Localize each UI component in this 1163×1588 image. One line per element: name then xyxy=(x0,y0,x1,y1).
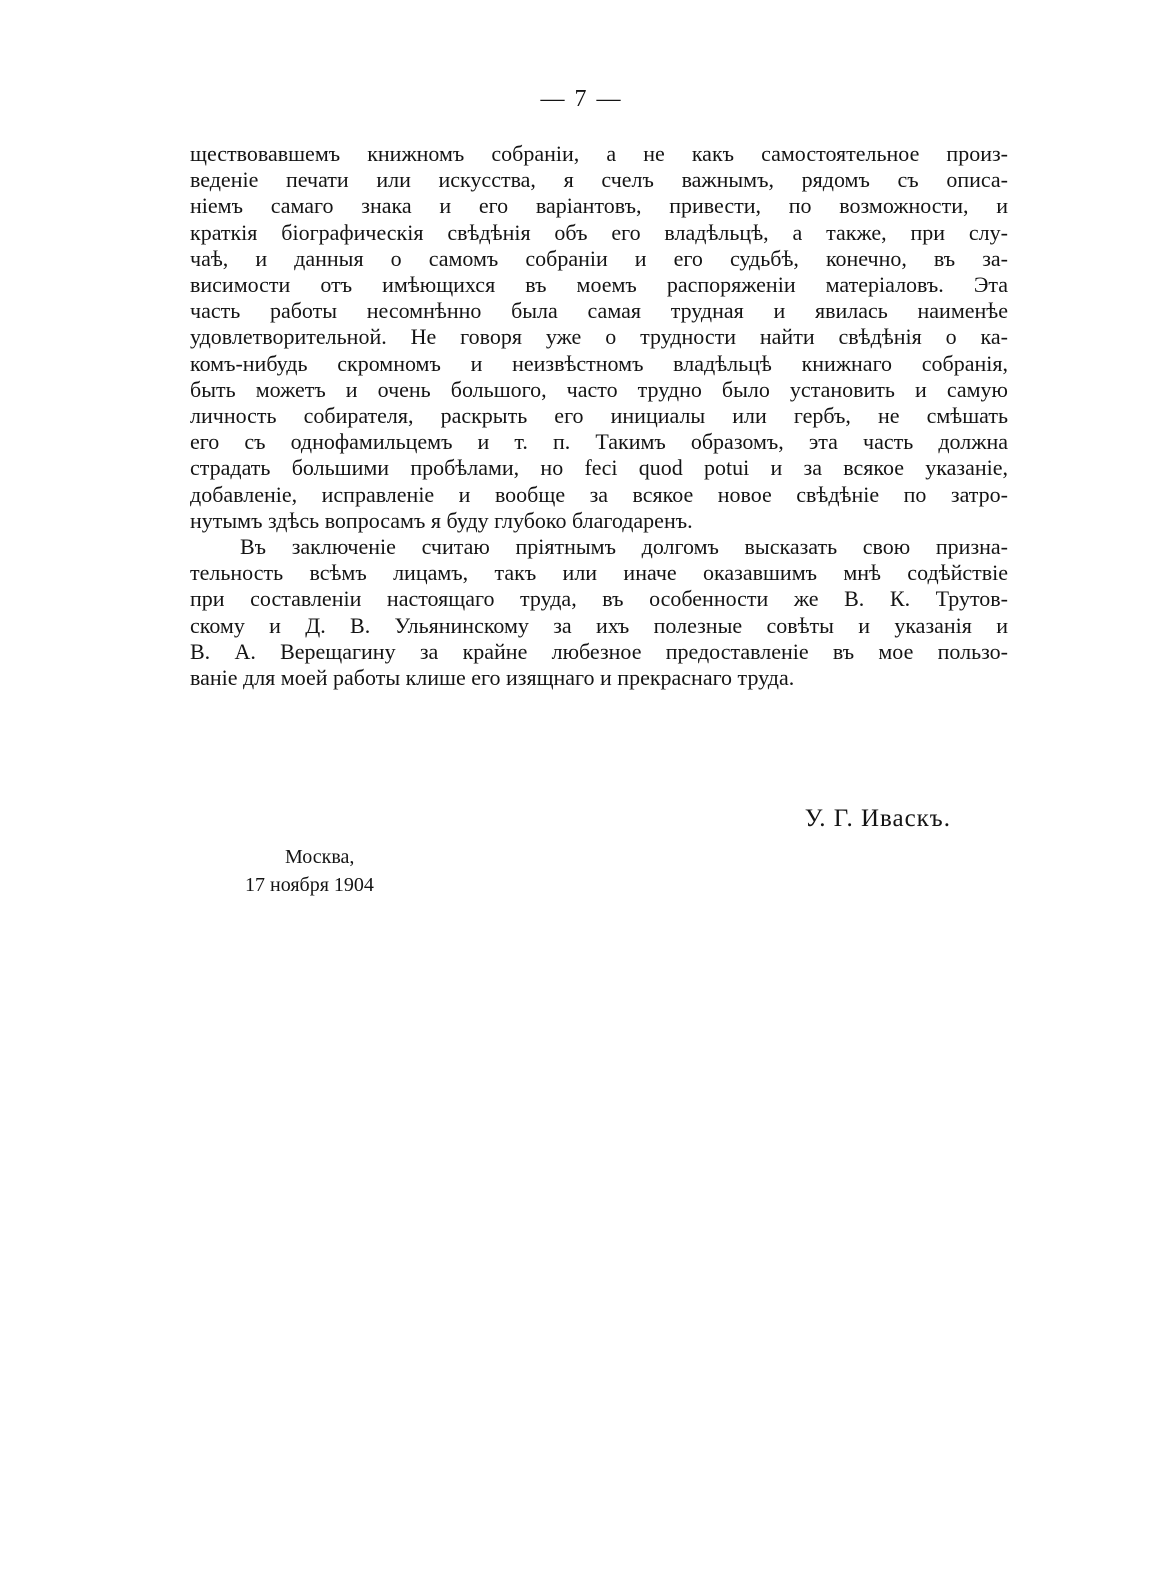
text-line: Въ заключенiе считаю прiятнымъ долгомъ высказать свою призна- xyxy=(240,534,1008,560)
text-line: ществовавшемъ книжномъ собранiи, а не какъ самостоятельное произ- xyxy=(190,141,1008,166)
text-line: нiемъ самаго знака и его варiантовъ, привести, по возможности, и xyxy=(190,193,1008,219)
paragraph-main-text xyxy=(190,141,1008,534)
text-line: В. А. Верещагину за крайне любезное предоставленiе въ мое пользо- xyxy=(190,638,1008,664)
author-signature: У. Г. Иваскъ. xyxy=(804,805,951,832)
text-line: тельность всѣмъ лицамъ, такъ или иначе оказавшимъ мнѣ содѣйствiе xyxy=(190,560,1008,586)
text-line: часть работы несомнѣнно была самая трудная и явилась наименѣе xyxy=(190,298,1008,324)
paragraph-acknowledgements xyxy=(190,534,1008,691)
dateline-date: 17 ноября 1904 xyxy=(245,874,374,896)
page-number: — 7 — xyxy=(540,86,623,112)
text-line: добавленiе, исправленiе и вообще за всякое новое свѣдѣнiе по затро- xyxy=(190,481,1008,507)
dateline-city: Москва, xyxy=(285,846,355,868)
text-line: висимости отъ имѣющихся въ моемъ распоряженiи матерiаловъ. Эта xyxy=(190,272,1008,298)
text-line: краткiя бiографическiя свѣдѣнiя объ его владѣльцѣ, а также, при слу- xyxy=(190,219,1008,245)
text-line: нутымъ здѣсь вопросамъ я буду глубоко благодаренъ. xyxy=(190,507,693,533)
text-line: быть можетъ и очень большого, часто трудно было установить и самую xyxy=(190,376,1008,402)
text-line: его съ однофамильцемъ и т. п. Такимъ образомъ, эта часть должна xyxy=(190,429,1008,455)
text-line: ванiе для моей работы клише его изящнаго и прекраснаго труда. xyxy=(190,665,795,691)
dateline xyxy=(245,843,374,899)
text-line: личность собирателя, раскрыть его инициалы или гербъ, не смѣшать xyxy=(190,403,1008,429)
text-line: страдать большими пробѣлами, но feci quod potui и за всякое указанiе, xyxy=(190,455,1008,481)
text-line: удовлетворительной. Не говоря уже о трудности найти свѣдѣнiя о ка- xyxy=(190,324,1008,350)
text-line: комъ-нибудь скромномъ и неизвѣстномъ владѣльцѣ книжнаго собранiя, xyxy=(190,350,1008,376)
text-line: чаѣ, и данныя о самомъ собранiи и его судьбѣ, конечно, въ за- xyxy=(190,245,1008,271)
text-line: скому и Д. В. Ульянинскому за ихъ полезные совѣты и указанiя и xyxy=(190,612,1008,638)
text-line: веденiе печати или искусства, я счелъ важнымъ, рядомъ съ описа- xyxy=(190,167,1008,193)
body-text xyxy=(190,141,1008,691)
text-line: при составленiи настоящаго труда, въ особенности же В. К. Трутов- xyxy=(190,586,1008,612)
